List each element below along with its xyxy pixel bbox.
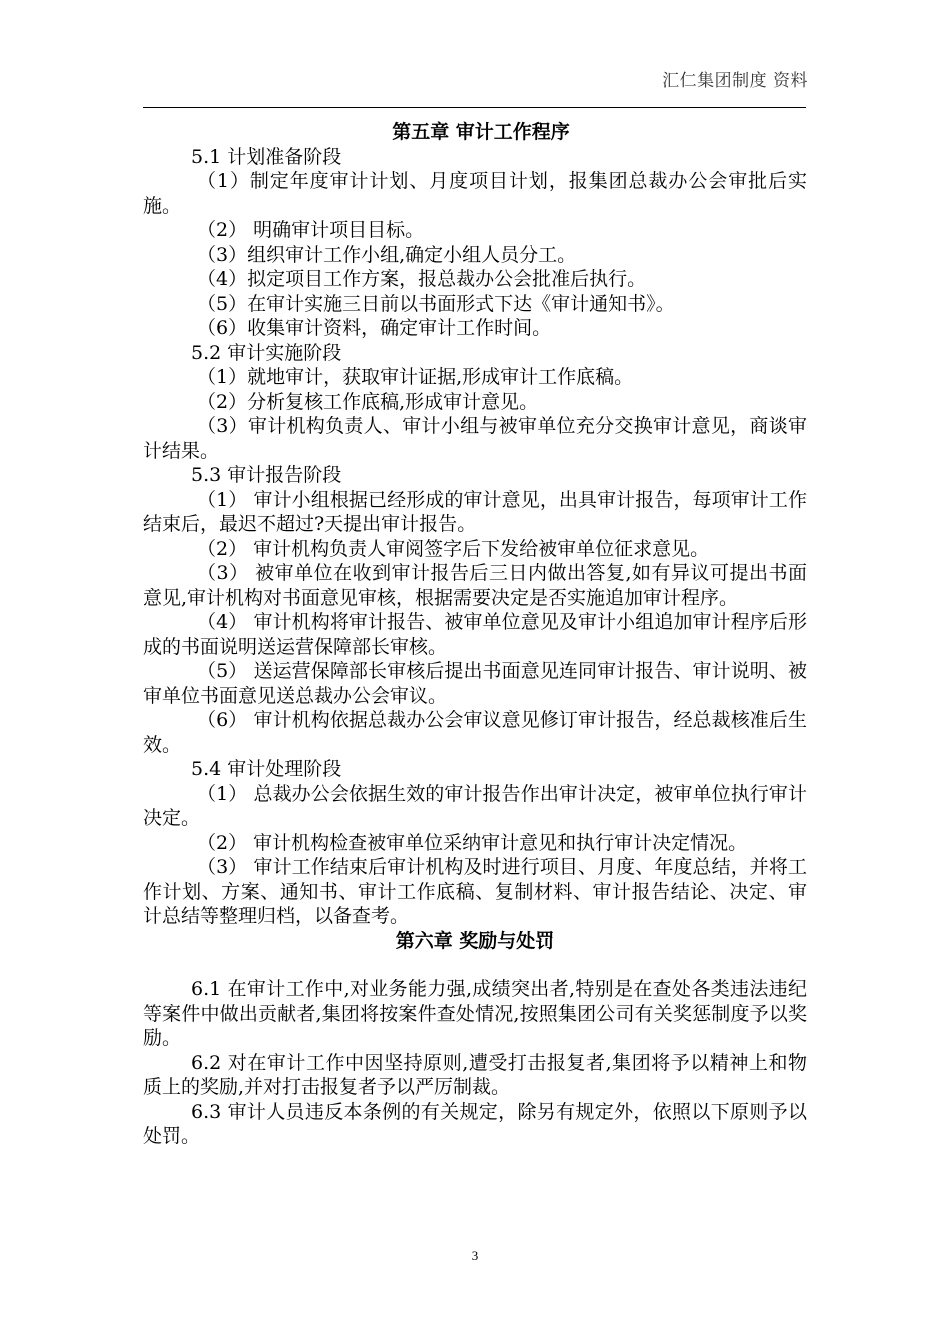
section-5-4-item: （3） 审计工作结束后审计机构及时进行项目、月度、年度总结，并将工作计划、方案、通知书、审计工作底稿、复制材料、审计报告结论、决定、审计总结等整理归档，以备查考。	[143, 856, 807, 927]
section-5-1-item: （1）制定年度审计计划、月度项目计划，报集团总裁办公会审批后实施。	[143, 170, 807, 217]
section-5-1-item: （6）收集审计资料，确定审计工作时间。	[197, 317, 552, 339]
section-5-3-item: （5） 送运营保障部长审核后提出书面意见连同审计报告、审计说明、被审单位书面意见送总裁办公会审议。	[143, 660, 807, 707]
section-5-3-item: （1） 审计小组根据已经形成的审计意见，出具审计报告，每项审计工作结束后，最迟不超过?天提出审计报告。	[143, 488, 807, 535]
header-divider	[143, 107, 806, 108]
chapter-6-title: 第六章 奖励与处罚	[395, 929, 555, 952]
section-5-1-title: 5.1 计划准备阶段	[191, 145, 342, 168]
section-5-2-item: （3）审计机构负责人、审计小组与被审单位充分交换审计意见，商谈审计结果。	[143, 415, 807, 462]
section-5-3-title: 5.3 审计报告阶段	[191, 464, 342, 486]
section-5-3-item: （4） 审计机构将审计报告、被审单位意见及审计小组追加审计程序后形成的书面说明送运营保障部长审核。	[143, 611, 807, 658]
section-5-1-item: （4）拟定项目工作方案，报总裁办公会批准后执行。	[197, 268, 647, 290]
section-5-4-title: 5.4 审计处理阶段	[191, 758, 342, 780]
section-6-3-paragraph: 6.3 审计人员违反本条例的有关规定，除另有规定外，依照以下原则予以处罚。	[143, 1100, 807, 1147]
header-title: 汇仁集团制度 资料	[662, 71, 808, 91]
section-5-4-item: （2） 审计机构检查被审单位采纳审计意见和执行审计决定情况。	[197, 831, 748, 854]
document-body	[143, 120, 807, 1149]
section-5-3-item: （2） 审计机构负责人审阅签字后下发给被审单位征求意见。	[197, 537, 710, 560]
section-5-2-title: 5.2 审计实施阶段	[191, 341, 342, 364]
section-6-2-paragraph: 6.2 对在审计工作中因坚持原则,遭受打击报复者,集团将予以精神上和物质上的奖励,并对打击报复者予以严厉制裁。	[143, 1051, 807, 1098]
section-5-3-item: （3） 被审单位在收到审计报告后三日内做出答复,如有异议可提出书面意见,审计机构对书面意见审核，根据需要决定是否实施追加审计程序。	[143, 562, 807, 609]
section-5-1-item: （2） 明确审计项目目标。	[197, 219, 425, 241]
section-5-2-item: （2）分析复核工作底稿,形成审计意见。	[197, 390, 539, 413]
chapter-5-title: 第五章 审计工作程序	[392, 121, 570, 143]
section-5-3-item: （6） 审计机构依据总裁办公会审议意见修订审计报告，经总裁核准后生效。	[143, 709, 807, 756]
section-5-2-item: （1）就地审计，获取审计证据,形成审计工作底稿。	[197, 366, 634, 388]
page-number: 3	[471, 1248, 479, 1263]
section-5-1-item: （3）组织审计工作小组,确定小组人员分工。	[197, 243, 577, 266]
section-5-4-item: （1） 总裁办公会依据生效的审计报告作出审计决定，被审单位执行审计决定。	[143, 782, 807, 829]
section-6-1-paragraph: 6.1 在审计工作中,对业务能力强,成绩突出者,特别是在查处各类违法违纪等案件中做出贡献者,集团将按案件查处情况,按照集团公司有关奖惩制度予以奖励。	[143, 978, 807, 1049]
section-5-1-item: （5）在审计实施三日前以书面形式下达《审计通知书》。	[197, 292, 675, 315]
